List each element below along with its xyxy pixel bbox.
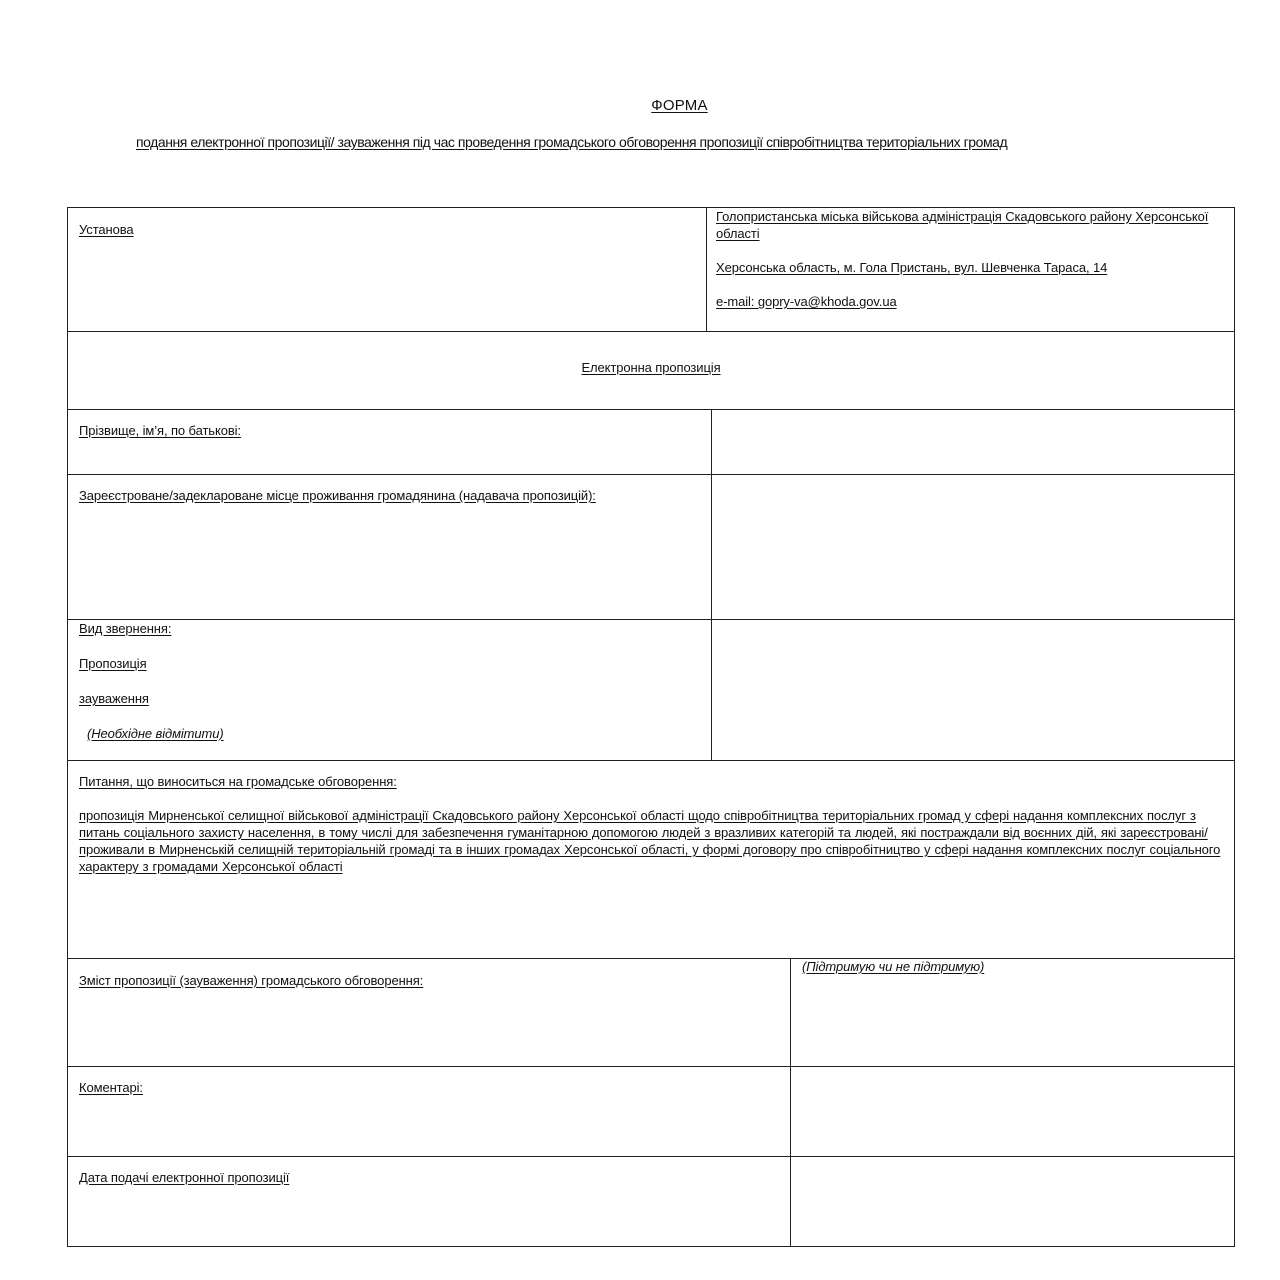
institution-details-cell xyxy=(706,207,1235,332)
institution-label-cell xyxy=(67,207,707,332)
question-text: пропозиція Мирненської селищної військової адміністрації Скадовського району Херсонської області щодо співробітництва територіальних громад у сфері надання комплексних послуг з питань соціального захисту населення, в тому числі для забезпечення гуманітарною допомогою людей з вразливих категорій та людей, які постраждали від воєнних дій, які зареєстровані/проживали в Мирненській селищній територіальній громаді та в інших громадах Херсонської області, у формі договору про співробітництво у сфері надання комплексних послуг соціального характеру з громадами Херсонської області xyxy=(79,808,1221,874)
appeal-type-list xyxy=(79,620,224,760)
support-cell[interactable] xyxy=(790,958,1235,1067)
content-label-cell xyxy=(67,958,791,1067)
residence-input-cell[interactable] xyxy=(711,474,1235,620)
date-input-cell[interactable] xyxy=(790,1156,1235,1247)
question-label: Питання, що виноситься на громадське обговорення: xyxy=(79,774,397,789)
date-label: Дата подачі електронної пропозиції xyxy=(79,1170,290,1185)
appeal-type-note: (Необхідне відмітити) xyxy=(87,726,224,741)
appeal-option-remark[interactable]: зауваження xyxy=(79,691,149,706)
comments-label-cell xyxy=(67,1066,791,1157)
comments-input-cell[interactable] xyxy=(790,1066,1235,1157)
appeal-type-label: Вид звернення: xyxy=(79,621,172,636)
question-cell xyxy=(67,760,1235,959)
institution-details xyxy=(716,208,1216,327)
section-title-cell xyxy=(67,331,1235,410)
appeal-type-label-cell xyxy=(67,619,712,761)
full-name-input-cell[interactable] xyxy=(711,409,1235,475)
form-subtitle: подання електронної пропозиції/ зауваження під час проведення громадського обговорення пропозиції співробітництва територіальних громад xyxy=(136,134,1008,150)
comments-label: Коментарі: xyxy=(79,1080,143,1095)
institution-name: Голопристанська міська військова адміністрація Скадовського району Херсонської області xyxy=(716,209,1209,241)
appeal-option-proposal[interactable]: Пропозиція xyxy=(79,656,147,671)
institution-address: Херсонська область, м. Гола Пристань, вул. Шевченка Тараса, 14 xyxy=(716,260,1108,275)
date-label-cell xyxy=(67,1156,791,1247)
full-name-label-cell xyxy=(67,409,712,475)
form-title: ФОРМА xyxy=(651,97,708,114)
institution-label: Установа xyxy=(79,222,134,237)
residence-label: Зареєстроване/задекларoване місце проживання громадянина (надавача пропозицій): xyxy=(79,488,596,503)
section-title: Електронна пропозиція xyxy=(581,360,721,375)
support-note: (Підтримую чи не підтримую) xyxy=(802,959,985,974)
institution-email: e-mail: gopry-va@khoda.gov.ua xyxy=(716,294,897,309)
residence-label-cell xyxy=(67,474,712,620)
appeal-type-input-cell[interactable] xyxy=(711,619,1235,761)
full-name-label: Прізвище, ім’я, по батькові: xyxy=(79,423,241,438)
content-label: Зміст пропозиції (зауваження) громадського обговорення: xyxy=(79,973,424,988)
